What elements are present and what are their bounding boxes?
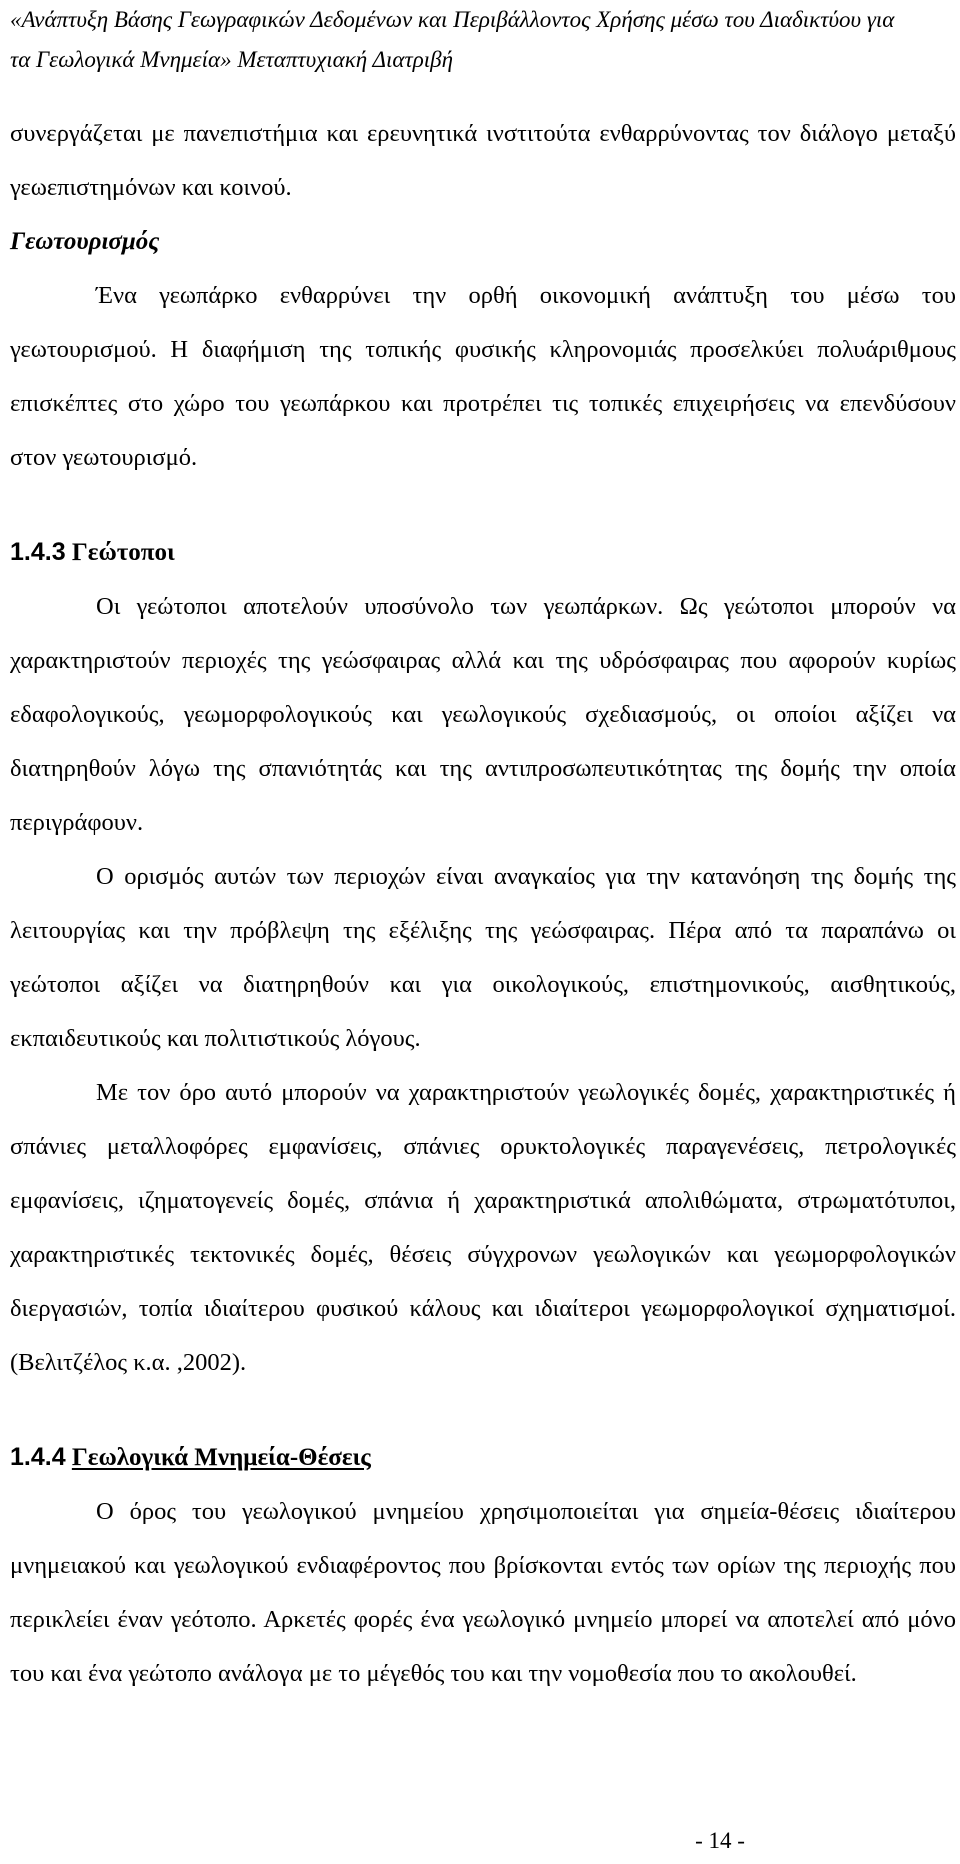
section-heading-1-4-4 xyxy=(10,1430,956,1485)
geological-monuments-paragraph: Ο όρος του γεωλογικού μνημείου χρησιμοποιείται για σημεία-θέσεις ιδιαίτερου μνημειακού και γεωλογικού ενδιαφέροντος που βρίσκονται εντός των ορίων της περιοχής που περικλείει έναν γεότοπο. Αρκετές φορές ένα γεωλογικό μνημείο μπορεί να αποτελεί από μόνο του και ένα γεώτοπο ανάλογα με το μέγεθός του και την νομοθεσία που το ακολουθεί. xyxy=(10,1498,956,1687)
geotopes-paragraph-3: Με τον όρο αυτό μπορούν να χαρακτηριστούν γεωλογικές δομές, χαρακτηριστικές ή σπάνιες μεταλλοφόρες εμφανίσεις, σπάνιες ορυκτολογικές παραγενέσεις, πετρολογικές εμφανίσεις, ιζηματογενείς δομές, σπάνια ή χαρακτηριστικά απολιθώματα, στρωματότυποι, χαρακτηριστικές τεκτονικές δομές, θέσεις σύγχρονων γεωλογικών και γεωμορφολογικών διεργασιών, τοπία ιδιαίτερου φυσικού κάλους και ιδιαίτεροι γεωμορφολογικοί σχηματισμοί. (Βελιτζέλος κ.α. ,2002). xyxy=(10,1079,956,1376)
section-number: 1.4.3 xyxy=(10,538,66,566)
geotopes-paragraph-1: Οι γεώτοποι αποτελούν υποσύνολο των γεωπάρκων. Ως γεώτοποι μπορούν να χαρακτηριστούν περιοχές της γεώσφαιρας αλλά και της υδρόσφαιρας που αφορούν κυρίως εδαφολογικούς, γεωμορφολογικούς και γεωλογικούς σχεδιασμούς, οι οποίοι αξίζει να διατηρηθούν λόγω της σπανιότητάς και της αντιπροσωπευτικότητας της δομής την οποία περιγράφουν. xyxy=(10,593,956,836)
section-title: Γεώτοποι xyxy=(71,539,175,566)
geotourism-paragraph: Ένα γεωπάρκο ενθαρρύνει την ορθή οικονομική ανάπτυξη του μέσω του γεωτουρισμού. Η διαφήμιση της τοπικής φυσικής κληρονομιάς προσελκύει πολυάριθμους επισκέπτες στο χώρο του γεωπάρκου και προτρέπει τις τοπικές επιχειρήσεις να επενδύσουν στον γεωτουρισμό. xyxy=(10,282,956,471)
document-page xyxy=(10,0,956,1701)
geotopes-paragraph-2: Ο ορισμός αυτών των περιοχών είναι αναγκαίος για την κατανόηση της δομής της λειτουργίας και την πρόβλεψη της εξέλιξης της γεώσφαιρας. Πέρα από τα παραπάνω οι γεώτοποι αξίζει να διατηρηθούν και για οικολογικούς, επιστημονικούς, αισθητικούς, εκπαιδευτικούς και πολιτιστικούς λόγους. xyxy=(10,863,956,1052)
running-header xyxy=(10,0,956,80)
running-header-line-1: «Ανάπτυξη Βάσης Γεωγραφικών Δεδομένων και Περιβάλλοντος Χρήσης μέσω του Διαδικτύου για xyxy=(10,7,895,32)
section-heading-1-4-3 xyxy=(10,525,956,580)
page-number: - 14 - xyxy=(695,1828,745,1853)
intro-paragraph: συνεργάζεται με πανεπιστήμια και ερευνητικά ινστιτούτα ενθαρρύνοντας τον διάλογο μεταξύ γεωεπιστημόνων και κοινού. xyxy=(10,120,956,201)
running-header-line-2: τα Γεωλογικά Μνημεία» Μεταπτυχιακή Διατριβή xyxy=(10,47,454,72)
geotourism-subheading: Γεωτουρισμός xyxy=(10,228,160,255)
section-number: 1.4.4 xyxy=(10,1443,66,1471)
section-title: Γεωλογικά Μνημεία-Θέσεις xyxy=(71,1444,371,1471)
